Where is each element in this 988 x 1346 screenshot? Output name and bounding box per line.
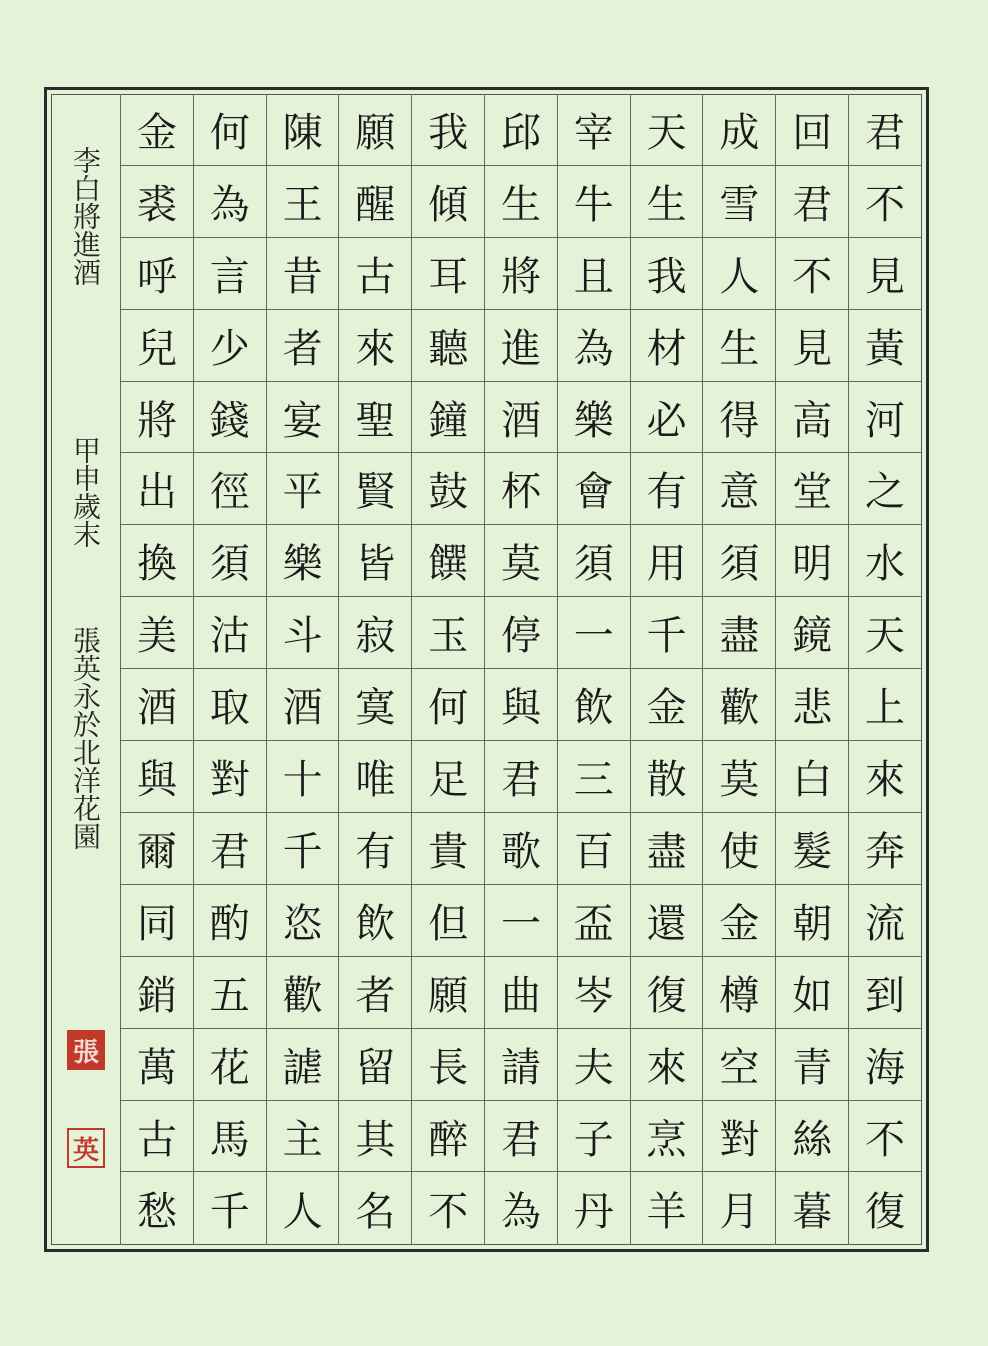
character-cell: 悲	[776, 669, 848, 741]
character-cell: 換	[121, 525, 193, 597]
signature-column	[52, 96, 120, 1246]
character-cell: 歡	[703, 669, 775, 741]
character-cell: 不	[776, 238, 848, 310]
character-cell: 回	[776, 94, 848, 166]
date-inscription: 甲申歲末	[69, 436, 102, 548]
character-cell: 酒	[267, 669, 339, 741]
character-cell: 我	[412, 94, 484, 166]
red-seal: 張	[67, 1030, 105, 1070]
character-cell: 饌	[412, 525, 484, 597]
character-cell: 須	[703, 525, 775, 597]
character-cell: 爾	[121, 813, 193, 885]
character-cell: 且	[558, 238, 630, 310]
character-cell: 陳	[267, 94, 339, 166]
character-cell: 將	[485, 238, 557, 310]
character-cell: 不	[849, 1101, 921, 1173]
character-cell: 長	[412, 1029, 484, 1101]
character-cell: 還	[631, 885, 703, 957]
character-cell: 盡	[631, 813, 703, 885]
character-cell: 平	[267, 454, 339, 526]
character-cell: 將	[121, 382, 193, 454]
character-cell: 必	[631, 382, 703, 454]
character-cell: 者	[267, 310, 339, 382]
character-cell: 如	[776, 957, 848, 1029]
character-cell: 取	[194, 669, 266, 741]
character-cell: 歌	[485, 813, 557, 885]
character-cell: 上	[849, 669, 921, 741]
character-cell: 停	[485, 597, 557, 669]
character-cell: 復	[865, 1188, 905, 1235]
character-grid	[120, 94, 921, 1245]
character-cell: 雪	[703, 166, 775, 238]
text-column	[630, 94, 703, 1245]
text-column	[702, 94, 775, 1245]
outline-seal: 英	[67, 1128, 105, 1168]
character-cell: 夫	[558, 1029, 630, 1101]
character-cell: 沽	[194, 597, 266, 669]
character-cell: 來	[849, 741, 921, 813]
character-cell: 王	[267, 166, 339, 238]
character-cell: 飲	[339, 885, 411, 957]
text-column	[848, 94, 921, 1245]
character-cell: 宰	[558, 94, 630, 166]
title-inscription: 李白將進酒	[69, 146, 102, 286]
character-cell: 願	[339, 94, 411, 166]
character-cell: 來	[631, 1029, 703, 1101]
character-cell: 牛	[558, 166, 630, 238]
character-cell: 願	[412, 957, 484, 1029]
character-cell: 名	[355, 1188, 396, 1235]
character-cell: 天	[631, 94, 703, 166]
character-cell: 五	[194, 957, 266, 1029]
character-cell: 我	[631, 238, 703, 310]
character-cell: 斗	[267, 597, 339, 669]
character-cell: 君	[194, 813, 266, 885]
character-cell: 須	[558, 525, 630, 597]
character-cell: 君	[485, 741, 557, 813]
character-cell: 何	[194, 94, 266, 166]
character-cell: 見	[849, 238, 921, 310]
character-cell: 花	[194, 1029, 266, 1101]
character-cell: 金	[703, 885, 775, 957]
character-cell: 烹	[631, 1101, 703, 1173]
character-cell: 之	[849, 454, 921, 526]
character-cell: 少	[194, 310, 266, 382]
character-cell: 月	[719, 1188, 760, 1235]
character-cell: 飲	[558, 669, 630, 741]
character-cell: 髮	[776, 813, 848, 885]
character-cell: 人	[703, 238, 775, 310]
character-cell: 千	[209, 1188, 250, 1235]
character-cell: 酌	[194, 885, 266, 957]
character-cell: 意	[703, 454, 775, 526]
character-cell: 生	[631, 166, 703, 238]
text-column	[484, 94, 557, 1245]
character-cell: 傾	[412, 166, 484, 238]
character-cell: 兒	[121, 310, 193, 382]
author-inscription: 張英永於北洋花園	[69, 626, 102, 850]
character-cell: 君	[485, 1101, 557, 1173]
character-cell: 黃	[849, 310, 921, 382]
character-cell: 恣	[267, 885, 339, 957]
character-cell: 曲	[485, 957, 557, 1029]
character-cell: 暮	[792, 1188, 833, 1235]
character-cell: 言	[194, 238, 266, 310]
character-cell: 使	[703, 813, 775, 885]
character-cell: 鼓	[412, 454, 484, 526]
character-cell: 萬	[121, 1029, 193, 1101]
character-cell: 岑	[558, 957, 630, 1029]
character-cell: 散	[631, 741, 703, 813]
character-cell: 流	[849, 885, 921, 957]
character-cell: 但	[412, 885, 484, 957]
character-cell: 不	[849, 166, 921, 238]
character-cell: 愁	[137, 1188, 177, 1235]
character-cell: 成	[703, 94, 775, 166]
character-cell: 古	[121, 1101, 193, 1173]
character-cell: 為	[501, 1188, 541, 1235]
character-cell: 賢	[339, 454, 411, 526]
text-column	[266, 94, 339, 1245]
character-cell: 玉	[412, 597, 484, 669]
character-cell: 金	[121, 94, 193, 166]
character-cell: 有	[339, 813, 411, 885]
character-cell: 用	[631, 525, 703, 597]
character-cell: 與	[121, 741, 193, 813]
character-cell: 高	[776, 382, 848, 454]
character-cell: 請	[485, 1029, 557, 1101]
character-cell: 生	[703, 310, 775, 382]
character-cell: 君	[776, 166, 848, 238]
character-cell: 昔	[267, 238, 339, 310]
character-cell: 鐘	[412, 382, 484, 454]
character-cell: 丹	[573, 1188, 614, 1235]
character-cell: 謔	[267, 1029, 339, 1101]
character-cell: 得	[703, 382, 775, 454]
character-cell: 同	[121, 885, 193, 957]
character-cell: 皆	[339, 525, 411, 597]
character-cell: 三	[558, 741, 630, 813]
character-cell: 子	[558, 1101, 630, 1173]
character-cell: 呼	[121, 238, 193, 310]
character-cell: 材	[631, 310, 703, 382]
character-cell: 金	[631, 669, 703, 741]
character-cell: 銷	[121, 957, 193, 1029]
character-cell: 其	[339, 1101, 411, 1173]
text-column	[338, 94, 411, 1245]
character-cell: 杯	[485, 454, 557, 526]
character-cell: 水	[849, 525, 921, 597]
character-cell: 主	[267, 1101, 339, 1173]
character-cell: 醒	[339, 166, 411, 238]
character-cell: 對	[194, 741, 266, 813]
character-cell: 奔	[849, 813, 921, 885]
character-cell: 寞	[339, 669, 411, 741]
character-cell: 鏡	[776, 597, 848, 669]
character-cell: 絲	[776, 1101, 848, 1173]
character-cell: 邱	[485, 94, 557, 166]
character-cell: 樽	[703, 957, 775, 1029]
text-column	[775, 94, 848, 1245]
character-cell: 聖	[339, 382, 411, 454]
character-cell: 莫	[485, 525, 557, 597]
character-cell: 為	[558, 310, 630, 382]
text-column	[120, 94, 193, 1245]
character-cell: 一	[558, 597, 630, 669]
character-cell: 千	[631, 597, 703, 669]
character-cell: 盃	[558, 885, 630, 957]
character-cell: 到	[849, 957, 921, 1029]
character-cell: 出	[121, 454, 193, 526]
character-cell: 酒	[485, 382, 557, 454]
character-cell: 百	[558, 813, 630, 885]
text-column	[193, 94, 266, 1245]
character-cell: 堂	[776, 454, 848, 526]
character-cell: 河	[849, 382, 921, 454]
character-cell: 羊	[646, 1188, 687, 1235]
character-cell: 青	[776, 1029, 848, 1101]
text-column	[411, 94, 484, 1245]
character-cell: 君	[849, 94, 921, 166]
character-cell: 足	[412, 741, 484, 813]
character-cell: 樂	[558, 382, 630, 454]
character-cell: 樂	[267, 525, 339, 597]
character-cell: 留	[339, 1029, 411, 1101]
character-cell: 古	[339, 238, 411, 310]
character-cell: 盡	[703, 597, 775, 669]
character-cell: 歡	[267, 957, 339, 1029]
character-cell: 進	[485, 310, 557, 382]
character-cell: 生	[485, 166, 557, 238]
character-cell: 者	[339, 957, 411, 1029]
character-cell: 酒	[121, 669, 193, 741]
character-cell: 海	[849, 1029, 921, 1101]
character-cell: 千	[267, 813, 339, 885]
character-cell: 為	[194, 166, 266, 238]
character-cell: 一	[485, 885, 557, 957]
character-cell: 裘	[121, 166, 193, 238]
character-cell: 十	[267, 741, 339, 813]
character-cell: 美	[121, 597, 193, 669]
text-column	[557, 94, 630, 1245]
character-cell: 何	[412, 669, 484, 741]
character-cell: 復	[631, 957, 703, 1029]
character-cell: 對	[703, 1101, 775, 1173]
character-cell: 明	[776, 525, 848, 597]
character-cell: 天	[849, 597, 921, 669]
character-cell: 見	[776, 310, 848, 382]
character-cell: 唯	[339, 741, 411, 813]
character-cell: 錢	[194, 382, 266, 454]
character-cell: 會	[558, 454, 630, 526]
character-cell: 莫	[703, 741, 775, 813]
character-cell: 耳	[412, 238, 484, 310]
character-cell: 空	[703, 1029, 775, 1101]
character-cell: 不	[428, 1188, 469, 1235]
character-cell: 有	[631, 454, 703, 526]
character-cell: 醉	[412, 1101, 484, 1173]
character-cell: 貴	[412, 813, 484, 885]
character-cell: 來	[339, 310, 411, 382]
character-cell: 徑	[194, 454, 266, 526]
character-cell: 與	[485, 669, 557, 741]
character-cell: 白	[776, 741, 848, 813]
character-cell: 朝	[776, 885, 848, 957]
character-cell: 人	[282, 1188, 323, 1235]
character-cell: 須	[194, 525, 266, 597]
character-cell: 馬	[194, 1101, 266, 1173]
character-cell: 聽	[412, 310, 484, 382]
character-cell: 寂	[339, 597, 411, 669]
character-cell: 宴	[267, 382, 339, 454]
